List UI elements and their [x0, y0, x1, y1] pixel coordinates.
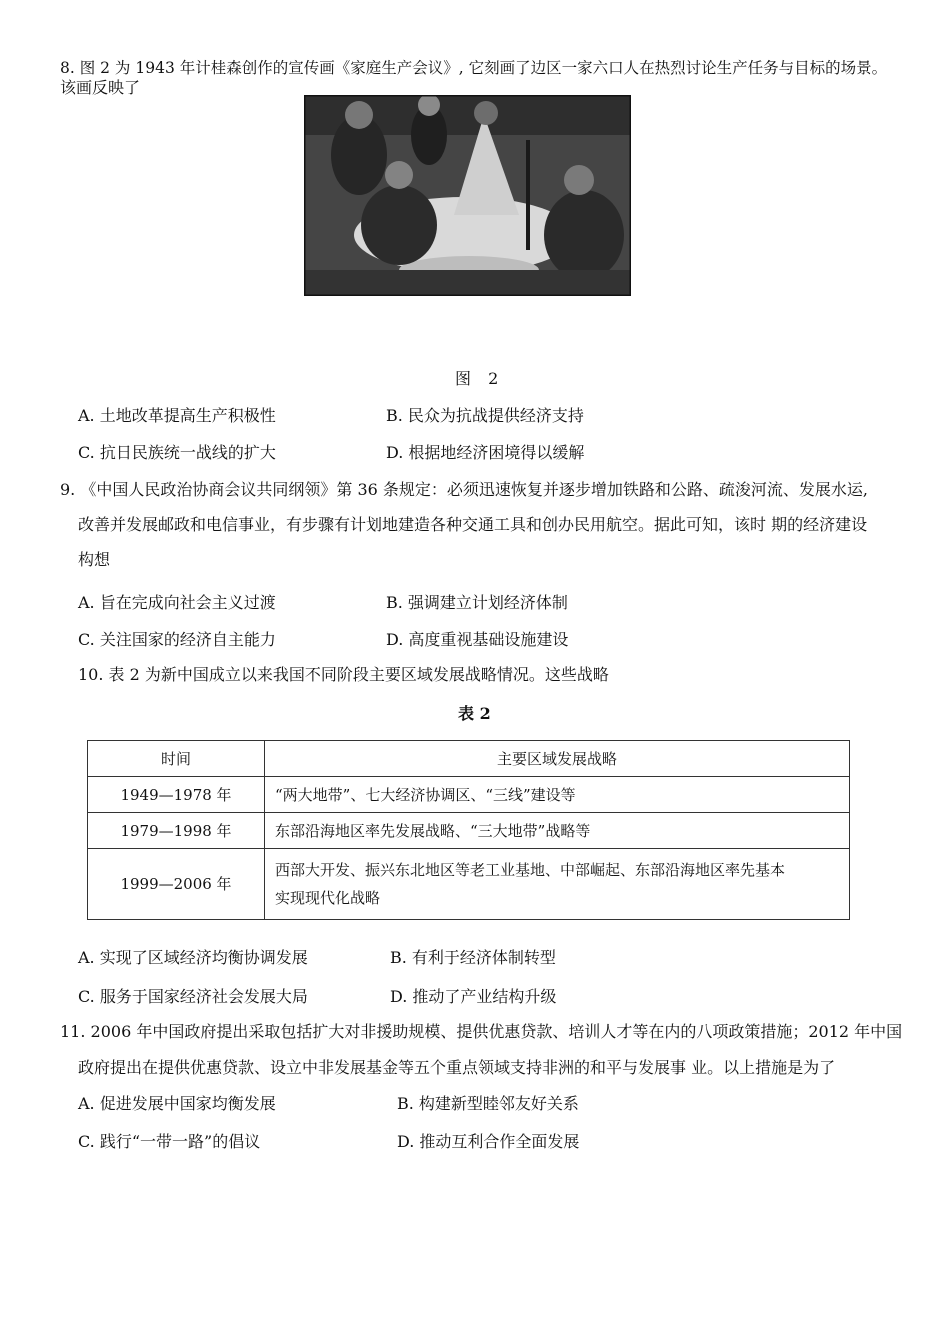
- table-row: [88, 849, 850, 920]
- table-cell-strategy-line2: 实现现代化战略: [275, 889, 381, 907]
- q8-option-c[interactable]: C. 抗日民族统一战线的扩大: [78, 443, 276, 462]
- table-cell-time: 1999—2006 年: [88, 849, 265, 920]
- q8-option-d[interactable]: D. 根据地经济困境得以缓解: [386, 443, 585, 462]
- table-row: [88, 813, 850, 849]
- q10-stem-line1: 10. 表 2 为新中国成立以来我国不同阶段主要区域发展战略情况。这些战略: [78, 665, 609, 684]
- q9-option-c[interactable]: C. 关注国家的经济自主能力: [78, 630, 276, 649]
- table-cell-strategy: 东部沿海地区率先发展战略、“三大地带”战略等: [265, 813, 850, 849]
- q11-option-a[interactable]: A. 促进发展中国家均衡发展: [78, 1094, 276, 1113]
- table-cell-strategy-line1: 西部大开发、振兴东北地区等老工业基地、中部崛起、东部沿海地区率先基本: [275, 861, 786, 879]
- q8-option-a[interactable]: A. 土地改革提高生产积极性: [78, 406, 276, 425]
- q9-stem-line1: 9. 《中国人民政治协商会议共同纲领》第 36 条规定：必须迅速恢复并逐步增加铁路和公路、疏浚河流、发展水运,: [60, 480, 868, 499]
- q10-option-d[interactable]: D. 推动了产业结构升级: [390, 987, 557, 1006]
- q11-option-d[interactable]: D. 推动互利合作全面发展: [397, 1132, 580, 1151]
- table-title: 表 2: [458, 704, 491, 723]
- table-row: [88, 777, 850, 813]
- q10-option-a[interactable]: A. 实现了区域经济均衡协调发展: [78, 948, 308, 967]
- q11-option-c[interactable]: C. 践行“一带一路”的倡议: [78, 1132, 261, 1151]
- q11-option-b[interactable]: B. 构建新型睦邻友好关系: [397, 1094, 579, 1113]
- q9-stem-line2: 改善并发展邮政和电信事业，有步骤有计划地建造各种交通工具和创办民用航空。据此可知，该时 期的经济建设: [78, 515, 868, 534]
- q10-option-c[interactable]: C. 服务于国家经济社会发展大局: [78, 987, 308, 1006]
- q9-stem-line3: 构想: [78, 550, 111, 569]
- figure-caption: 图 2: [455, 369, 505, 388]
- strategy-table: [87, 740, 850, 920]
- q9-option-d[interactable]: D. 高度重视基础设施建设: [386, 630, 569, 649]
- q8-option-b[interactable]: B. 民众为抗战提供经济支持: [386, 406, 584, 425]
- q10-option-b[interactable]: B. 有利于经济体制转型: [390, 948, 556, 967]
- propaganda-woodcut-image: [304, 95, 631, 296]
- q8-stem-line2: 该画反映了: [60, 78, 141, 97]
- table-header-time: 时间: [88, 741, 265, 777]
- table-header-strategy: 主要区域发展战略: [265, 741, 850, 777]
- q8-stem-line1: 8. 图 2 为 1943 年计桂森创作的宣传画《家庭生产会议》, 它刻画了边区一家六口人在热烈讨论生产任务与目标的场景。: [60, 59, 888, 77]
- q9-option-b[interactable]: B. 强调建立计划经济体制: [386, 593, 568, 612]
- table-cell-strategy: “两大地带”、七大经济协调区、“三线”建设等: [265, 777, 850, 813]
- q9-option-a[interactable]: A. 旨在完成向社会主义过渡: [78, 593, 276, 612]
- table-cell-strategy: [265, 849, 850, 920]
- q11-stem-line1: 11. 2006 年中国政府提出采取包括扩大对非援助规模、提供优惠贷款、培训人才等在内的八项政策措施；2012 年中国: [60, 1022, 903, 1041]
- q11-stem-line2: 政府提出在提供优惠贷款、设立中非发展基金等五个重点领域支持非洲的和平与发展事 业。以上措施是为了: [78, 1058, 836, 1077]
- table-header-row: [88, 741, 850, 777]
- table-cell-time: 1979—1998 年: [88, 813, 265, 849]
- table-cell-time: 1949—1978 年: [88, 777, 265, 813]
